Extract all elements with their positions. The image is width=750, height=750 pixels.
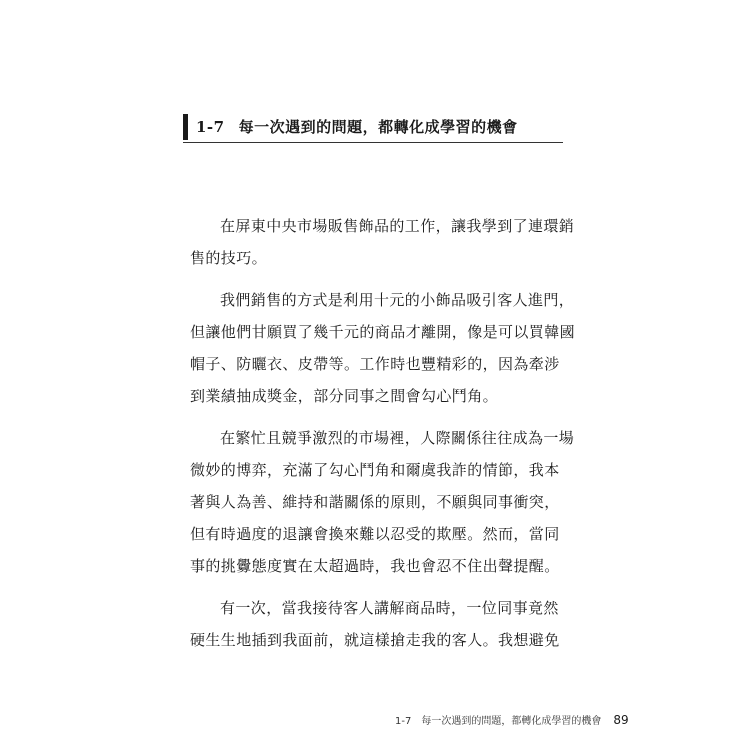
chapter-header [183, 112, 563, 143]
text-line: 但有時過度的退讓會換來難以忍受的欺壓。然而，當同 [190, 525, 560, 543]
paragraph [190, 284, 576, 412]
text-line: 售的技巧。 [190, 249, 268, 267]
chapter-number: 1-7 [196, 118, 225, 136]
text-line: 微妙的博弈，充滿了勾心鬥角和爾虞我詐的情節，我本 [190, 461, 560, 479]
running-head: 1-7 每一次遇到的問題，都轉化成學習的機會 [395, 716, 602, 727]
text-line: 到業績抽成獎金，部分同事之間會勾心鬥角。 [190, 387, 499, 405]
text-line: 在屏東中央市場販售飾品的工作，讓我學到了連環銷 [220, 217, 575, 235]
page-number: 89 [613, 713, 629, 727]
paragraph [190, 422, 575, 582]
text-line: 有一次，當我接待客人講解商品時，一位同事竟然 [220, 599, 559, 617]
body-text [190, 210, 576, 666]
text-line: 著與人為善、維持和諧關係的原則，不願與同事衝突， [190, 493, 560, 511]
paragraph [190, 592, 562, 656]
text-line: 帽子、防曬衣、皮帶等。工作時也豐精彩的，因為牽涉 [190, 355, 560, 373]
text-line: 在繁忙且競爭激烈的市場裡，人際關係往往成為一場 [220, 429, 575, 447]
text-line: 我們銷售的方式是利用十元的小飾品吸引客人進門， [220, 291, 575, 309]
text-line: 事的挑釁態度實在太超過時，我也會忍不住出聲提醒。 [190, 557, 560, 575]
paragraph [190, 210, 575, 274]
chapter-title-text: 每一次遇到的問題，都轉化成學習的機會 [238, 118, 518, 136]
chapter-title [196, 116, 518, 137]
page-footer [395, 712, 629, 727]
chapter-marker-bar [183, 114, 188, 140]
text-line: 硬生生地插到我面前，就這樣搶走我的客人。我想避免 [190, 631, 560, 649]
text-line: 但讓他們甘願買了幾千元的商品才離開，像是可以買韓國 [190, 323, 576, 341]
